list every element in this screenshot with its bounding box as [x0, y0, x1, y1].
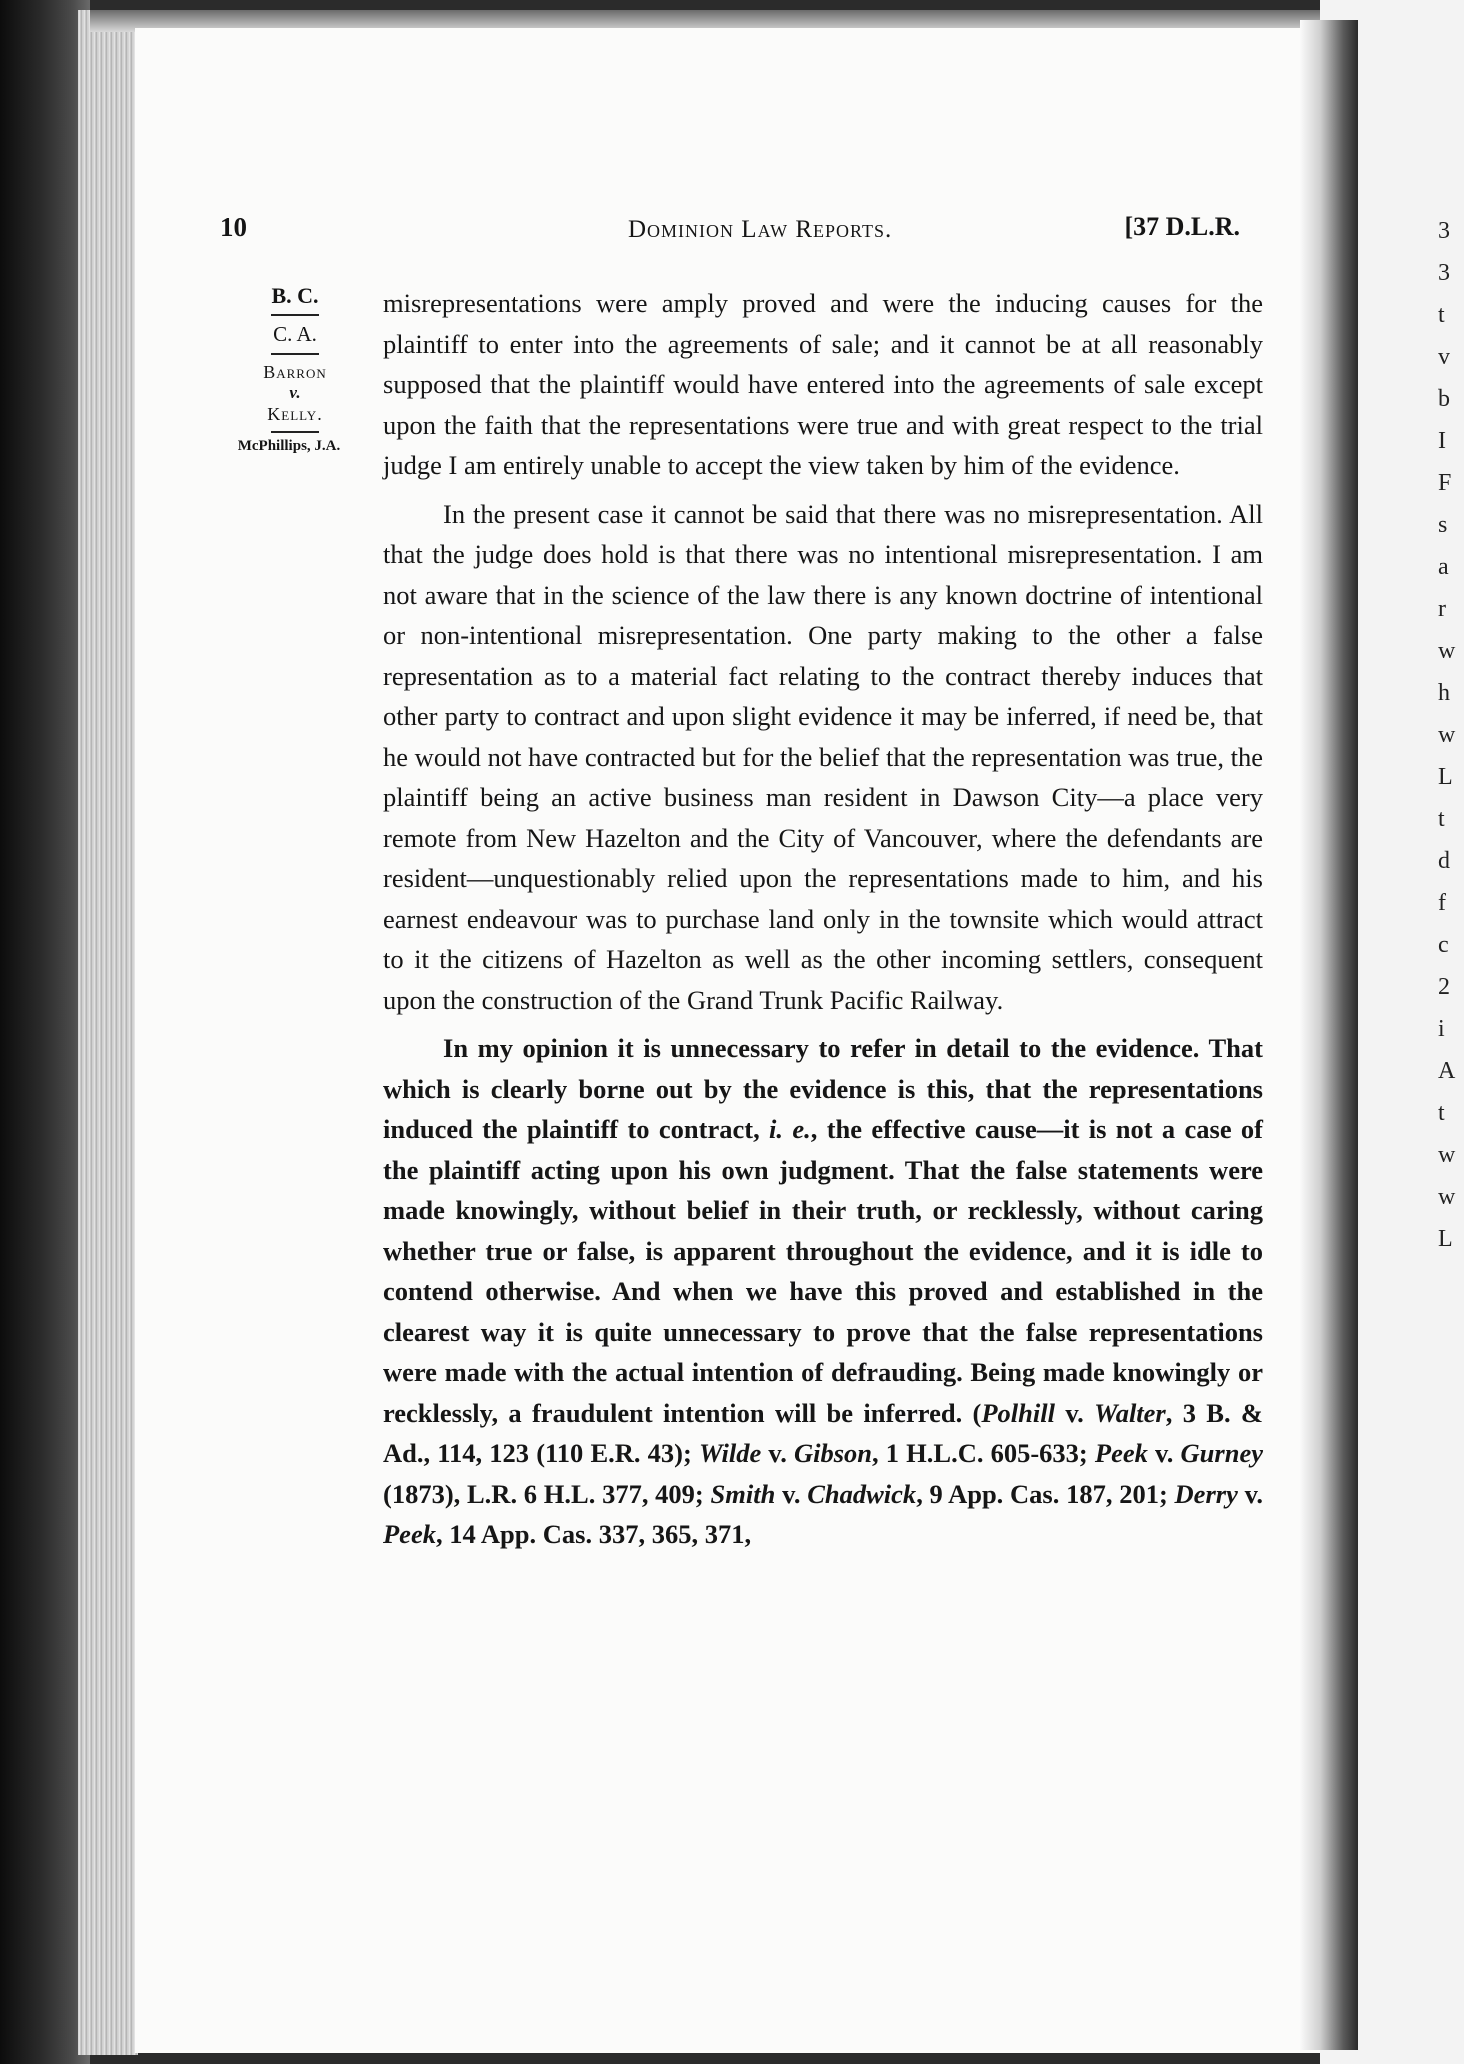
- case-name: Peek: [383, 1519, 436, 1549]
- adjacent-page-fragment: w: [1438, 722, 1456, 748]
- volume-citation: [37 D.L.R.: [1124, 212, 1240, 241]
- adjacent-page-fragment: t: [1438, 806, 1445, 832]
- page-number: 10: [220, 212, 247, 242]
- adjacent-page-fragment: L: [1438, 1226, 1453, 1252]
- paragraph-3: [383, 1028, 1263, 1555]
- book-gutter-shadow: [1300, 20, 1358, 2050]
- adjacent-page-fragment: L: [1438, 764, 1453, 790]
- adjacent-page-fragment: w: [1438, 1142, 1456, 1168]
- sidenote-division: C. A.: [273, 322, 317, 346]
- case-name: Gibson: [793, 1438, 873, 1468]
- adjacent-page-fragment: A: [1438, 1058, 1456, 1084]
- versus: v.: [761, 1438, 794, 1468]
- adjacent-page-fragment: I: [1438, 428, 1446, 454]
- versus: v.: [775, 1478, 808, 1509]
- body-text: [383, 283, 1263, 1555]
- running-header: [220, 212, 1240, 252]
- paragraph-2: In the present case it cannot be said that there was no misrepresentation. All that the judge does hold is that there was no intentional misrepresentation. I am not aware that in the science of the law there is any known doctrine of intentional or non-intentional misrepresentation. One party making to the other a false representation as to a material fact relating to the contract thereby induces that other party to contract and upon slight evidence it may be inferred, if need be, that he would not have contracted but for the belief that the representation was true, the plaintiff being an active business man resident in Dawson City—a place very remote from New Hazelton and the City of Vancouver, where the defendants are resident—unquestionably relied upon the representations made to him, and his earnest endeavour was to purchase land only in the townsite which would attract to it the citizens of Hazelton as well as the other incoming settlers, consequent upon the construction of the Grand Trunk Pacific Railway.: [383, 498, 1263, 1015]
- scan-dark-background: [0, 0, 90, 2064]
- sidenote-party-2: Kelly.: [267, 404, 323, 424]
- adjacent-page-fragment: s: [1438, 512, 1448, 538]
- versus: v.: [1147, 1438, 1181, 1468]
- adjacent-page-fragment: r: [1438, 596, 1446, 622]
- case-name: Walter: [1094, 1397, 1166, 1428]
- adjacent-page-fragment: t: [1438, 1100, 1445, 1126]
- adjacent-page-fragment: w: [1438, 1184, 1456, 1210]
- book-page-edges: [78, 10, 138, 2055]
- sidenote-divider: [271, 431, 319, 433]
- sidenote-divider: [271, 314, 319, 316]
- versus: v.: [1237, 1478, 1263, 1509]
- case-name: Peek: [1094, 1438, 1148, 1468]
- adjacent-page-fragment: h: [1438, 680, 1450, 706]
- adjacent-page-fragment: w: [1438, 638, 1456, 664]
- sidenote-party-1: Barron: [263, 362, 327, 382]
- adjacent-page-fragment: 2: [1438, 974, 1450, 1000]
- sidenote-versus: v.: [289, 383, 301, 402]
- adjacent-page-fragment: f: [1438, 890, 1446, 916]
- adjacent-page-fragment: 3: [1438, 260, 1450, 286]
- citation: , 1 H.L.C. 605-633;: [872, 1438, 1095, 1468]
- sidenote-court: B. C.: [271, 283, 319, 308]
- case-name: Gurney: [1180, 1438, 1263, 1468]
- case-name: Derry: [1174, 1478, 1238, 1509]
- adjacent-page-fragment: i: [1438, 1016, 1445, 1042]
- citation: , 3 B. & Ad., 114, 123 (110 E.R. 43);: [383, 1397, 1263, 1468]
- citation: (1873), L.R. 6 H.L. 377, 409;: [383, 1478, 711, 1509]
- case-name: Polhill: [981, 1397, 1056, 1428]
- sidenote-judge: McPhillips, J.A.: [237, 438, 341, 454]
- sidenote-divider: [271, 353, 319, 355]
- adjacent-page-fragment: t: [1438, 302, 1445, 328]
- paragraph-1: misrepresentations were amply proved and were the inducing causes for the plaintiff to enter into the agreements of sale; and it cannot be at all reasonably supposed that the plaintiff would have entered into the agreements of sale except upon the faith that the representations were true and with great respect to the trial judge I am entirely unable to accept the view taken by him of the evidence.: [383, 288, 1263, 480]
- versus: v.: [1055, 1397, 1095, 1428]
- running-title: Dominion Law Reports.: [628, 216, 893, 243]
- citation: , 9 App. Cas. 187, 201;: [916, 1478, 1175, 1509]
- citation: , 14 App. Cas. 337, 365, 371,: [435, 1519, 752, 1549]
- paragraph-3-text: , the effective cause—it is not a case of the plaintiff acting upon his own judgment. That the false statements were made knowingly, without belief in their truth, or recklessly, without caring whether true or false, is apparent throughout the evidence, and it is idle to contend otherwise. And when we have this proved and established in the clearest way it is quite unnecessary to prove that the false representations were made with the actual intention of defrauding. Being made knowingly or recklessly, a fraudulent intention will be inferred. (: [383, 1114, 1264, 1428]
- adjacent-page-fragment: d: [1438, 848, 1450, 874]
- adjacent-page-fragment: b: [1438, 386, 1450, 412]
- adjacent-page-text-fragments: [1438, 210, 1464, 1260]
- adjacent-page-fragment: v: [1438, 344, 1450, 370]
- margin-sidenote: [220, 283, 370, 455]
- adjacent-page-fragment: c: [1438, 932, 1449, 958]
- adjacent-page-fragment: 3: [1438, 218, 1450, 244]
- case-name: Chadwick: [807, 1478, 917, 1509]
- abbr-ie: i. e.: [769, 1114, 811, 1144]
- adjacent-page-fragment: F: [1438, 470, 1452, 496]
- paragraph-3-text: In my opinion it is unnecessary to refer in detail to the evidence. That which is clearly borne out by the evidence is this, that the representations induced the plaintiff to contract,: [383, 1033, 1263, 1144]
- case-name: Smith: [710, 1478, 776, 1509]
- case-name: Wilde: [698, 1438, 762, 1468]
- adjacent-page-fragment: a: [1438, 554, 1449, 580]
